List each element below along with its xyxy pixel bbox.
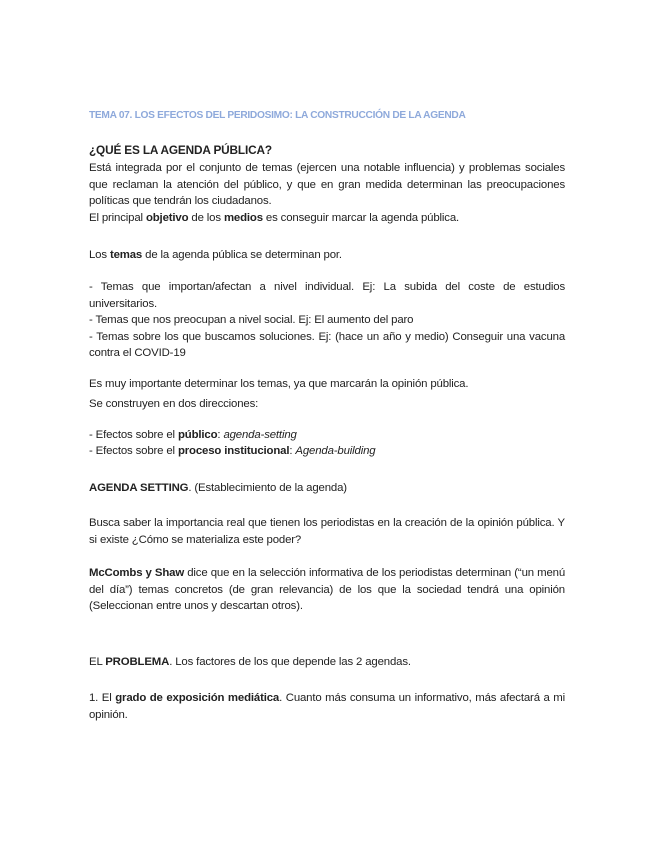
agenda-setting-line: [89, 480, 565, 497]
directions-line: Se construyen en dos direcciones:: [89, 398, 259, 410]
mccombs-text: dice que en la selección informativa de los periodistas determinan (“un menú del día”) temas concretos (de gran relevancia) de los que la sociedad tendrá una opinión (Seleccionan entre unos y descartan otros).: [89, 567, 566, 612]
intro-paragraph: Está integrada por el conjunto de temas (ejercen una notable influencia) y problemas sociales que reclaman la atención del público, y que en gran medida determinan las preocupaciones políticas que tendrán los ciudadanos.: [89, 162, 565, 207]
themes-intro-bold: temas: [109, 249, 143, 261]
factor1-paragraph: [89, 690, 565, 723]
effect-public-bold: público: [177, 429, 218, 441]
objective-line: [89, 210, 565, 227]
problema-line: [89, 654, 565, 671]
effect-public-sep: :: [217, 429, 224, 441]
mccombs-paragraph: [89, 565, 565, 615]
effect-institutional-pre: - Efectos sobre el: [89, 445, 178, 457]
objective-text-pre: El principal: [89, 212, 146, 224]
objective-text-mid: de los: [188, 212, 224, 224]
agenda-setting-post: . (Establecimiento de la agenda): [188, 482, 347, 494]
topic-title: TEMA 07. LOS EFECTOS DEL PERIDOSIMO: LA CONSTRUCCIÓN DE LA AGENDA: [89, 110, 466, 121]
busca-paragraph: Busca saber la importancia real que tienen los periodistas en la creación de la opinión pública. Y si existe ¿Cómo se materializa este poder?: [89, 517, 565, 546]
importance-line: Es muy importante determinar los temas, ya que marcarán la opinión pública.: [89, 378, 469, 390]
problema-pre: EL: [89, 656, 106, 668]
agenda-setting-bold: AGENDA SETTING: [89, 482, 189, 494]
problema-post: . Los factores de los que depende las 2 agendas.: [169, 656, 411, 668]
theme-item: - Temas sobre los que buscamos soluciones. Ej: (hace un año y medio) Conseguir una vacuna contra el COVID-19: [89, 330, 565, 359]
themes-intro-line: [89, 247, 565, 264]
themes-intro-post: de la agenda pública se determinan por.: [142, 249, 342, 261]
objective-bold-objetivo: objetivo: [145, 212, 189, 224]
effect-institutional-sep: :: [289, 445, 296, 457]
effect-institutional-bold: proceso institucional: [177, 445, 290, 457]
theme-item: - Temas que nos preocupan a nivel social. Ej: El aumento del paro: [89, 314, 414, 326]
mccombs-bold: McCombs y Shaw: [89, 567, 185, 579]
effect-public-line: [89, 427, 565, 444]
effect-public-italic: agenda-setting: [223, 429, 297, 441]
problema-bold: PROBLEMA: [105, 656, 170, 668]
factor1-post: . Cuanto más consuma un informativo, más afectará a mi opinión.: [89, 692, 565, 721]
factor1-bold: grado de exposición mediática: [115, 692, 280, 704]
section-heading: ¿QUÉ ES LA AGENDA PÚBLICA?: [89, 143, 272, 157]
theme-list: [89, 279, 565, 362]
objective-text-post: es conseguir marcar la agenda pública.: [262, 212, 460, 224]
effect-institutional-line: [89, 443, 565, 460]
themes-intro-pre: Los: [89, 249, 110, 261]
factor1-pre: 1. El: [89, 692, 116, 704]
theme-item: - Temas que importan/afectan a nivel individual. Ej: La subida del coste de estudios universitarios.: [89, 281, 565, 310]
effect-public-pre: - Efectos sobre el: [89, 429, 178, 441]
effect-institutional-italic: Agenda-building: [295, 445, 376, 457]
objective-bold-medios: medios: [223, 212, 263, 224]
